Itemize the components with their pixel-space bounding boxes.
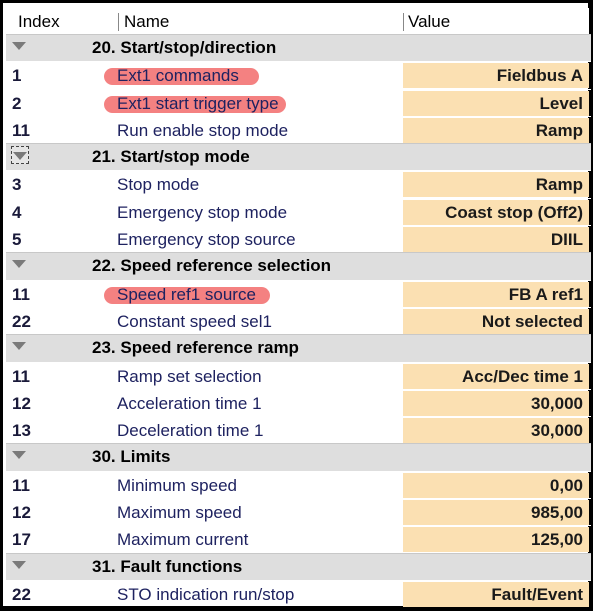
- parameter-value-field[interactable]: Not selected: [403, 309, 589, 334]
- collapse-arrow-icon[interactable]: [12, 42, 26, 50]
- parameter-name: Ext1 commands: [117, 66, 239, 86]
- parameter-row[interactable]: [6, 416, 591, 443]
- parameter-value-field[interactable]: Level: [403, 91, 589, 116]
- column-separator[interactable]: [403, 13, 404, 31]
- parameter-row[interactable]: [6, 280, 591, 307]
- parameter-name: Run enable stop mode: [117, 120, 289, 140]
- collapse-arrow-icon[interactable]: [12, 342, 26, 350]
- parameter-index: 22: [12, 311, 31, 331]
- column-header-index[interactable]: Index: [18, 12, 60, 31]
- parameter-index: 12: [12, 393, 31, 413]
- parameter-row[interactable]: [6, 116, 591, 143]
- group-title: 22. Speed reference selection: [92, 256, 332, 276]
- parameter-value-field[interactable]: 0,00: [403, 473, 589, 498]
- parameter-value-field[interactable]: Fieldbus A: [403, 63, 589, 88]
- parameter-name: Minimum speed: [117, 475, 237, 495]
- parameter-index: 12: [12, 503, 31, 523]
- parameter-index: 11: [12, 284, 30, 304]
- group-row[interactable]: [6, 252, 591, 279]
- parameter-index: 11: [12, 366, 30, 386]
- parameter-row[interactable]: [6, 389, 591, 416]
- parameter-row[interactable]: [6, 471, 591, 498]
- group-row[interactable]: [6, 334, 591, 361]
- parameter-name: STO indication run/stop: [117, 584, 295, 604]
- parameter-value-field[interactable]: 125,00: [403, 527, 589, 552]
- parameter-value-field[interactable]: DIIL: [403, 227, 589, 252]
- collapse-arrow-icon[interactable]: [12, 451, 26, 459]
- column-header-value[interactable]: Value: [408, 12, 451, 31]
- parameter-name: Maximum speed: [117, 503, 242, 523]
- parameter-index: 11: [12, 120, 30, 140]
- parameter-row[interactable]: [6, 307, 591, 334]
- group-row[interactable]: [6, 553, 591, 580]
- parameter-name: Maximum current: [117, 530, 249, 550]
- parameter-row[interactable]: [6, 525, 591, 552]
- parameter-name: Acceleration time 1: [117, 393, 262, 413]
- group-row[interactable]: [6, 34, 591, 61]
- table-header: [6, 8, 589, 34]
- parameter-value-field[interactable]: FB A ref1: [403, 282, 589, 307]
- parameter-row[interactable]: [6, 362, 591, 389]
- parameter-row[interactable]: [6, 580, 591, 607]
- parameter-name: Stop mode: [117, 175, 200, 195]
- column-separator[interactable]: [118, 13, 119, 31]
- parameter-index: 22: [12, 584, 31, 604]
- parameter-row[interactable]: [6, 89, 591, 116]
- collapse-arrow-icon[interactable]: [12, 561, 26, 569]
- parameter-list: [6, 34, 591, 607]
- parameter-value-field[interactable]: 30,000: [403, 418, 589, 443]
- parameter-name: Constant speed sel1: [117, 311, 272, 331]
- parameter-row[interactable]: [6, 198, 591, 225]
- column-header-name[interactable]: Name: [124, 12, 170, 31]
- parameter-name: Emergency stop source: [117, 230, 296, 250]
- collapse-arrow-icon[interactable]: [12, 260, 26, 268]
- parameter-value-field[interactable]: 985,00: [403, 500, 589, 525]
- parameter-row[interactable]: [6, 170, 591, 197]
- group-title: 23. Speed reference ramp: [92, 338, 299, 358]
- collapse-arrow-icon[interactable]: [11, 146, 29, 164]
- parameter-value-field[interactable]: 30,000: [403, 391, 589, 416]
- parameter-value-field[interactable]: Ramp: [403, 118, 589, 143]
- parameter-value-field[interactable]: Fault/Event: [403, 582, 589, 607]
- parameter-index: 5: [12, 230, 22, 250]
- parameter-row[interactable]: [6, 61, 591, 88]
- group-row[interactable]: [6, 443, 591, 470]
- parameter-name: Speed ref1 source: [117, 284, 256, 304]
- group-title: 20. Start/stop/direction: [92, 38, 277, 57]
- parameter-name: Emergency stop mode: [117, 202, 288, 222]
- parameter-index: 4: [12, 202, 22, 222]
- group-row[interactable]: [6, 143, 591, 170]
- parameter-row[interactable]: [6, 225, 591, 252]
- parameter-name: Deceleration time 1: [117, 421, 264, 441]
- parameter-value-field[interactable]: Ramp: [403, 172, 589, 197]
- parameter-value-field[interactable]: Acc/Dec time 1: [403, 364, 589, 389]
- parameter-index: 13: [12, 421, 31, 441]
- group-title: 21. Start/stop mode: [92, 147, 250, 167]
- parameter-row[interactable]: [6, 498, 591, 525]
- parameter-value-field[interactable]: Coast stop (Off2): [403, 200, 589, 225]
- parameter-index: 17: [12, 530, 31, 550]
- parameter-name: Ramp set selection: [117, 366, 262, 386]
- group-title: 31. Fault functions: [92, 556, 243, 576]
- parameter-index: 3: [12, 175, 22, 195]
- parameter-index: 2: [12, 93, 22, 113]
- parameter-name: Ext1 start trigger type: [117, 93, 279, 113]
- parameter-index: 11: [12, 475, 30, 495]
- parameter-index: 1: [12, 66, 22, 86]
- group-title: 30. Limits: [92, 447, 171, 467]
